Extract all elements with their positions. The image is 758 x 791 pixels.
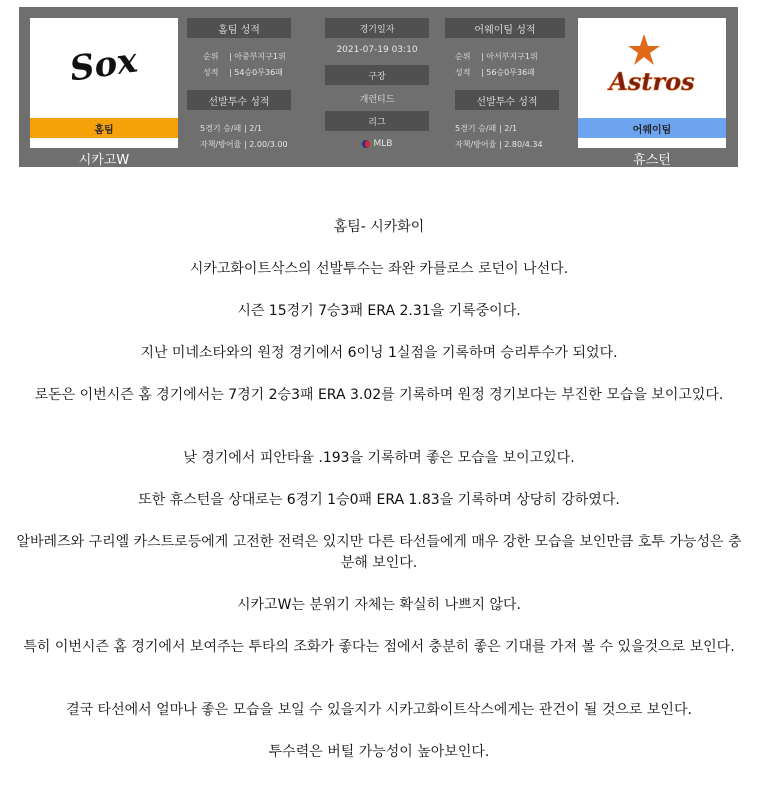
home-p5-key: 5경기 승/패 [200,124,242,133]
article-paragraph: 또한 휴스턴을 상대로는 6경기 1승0패 ERA 1.83을 기록하며 상당히 강하였다. [138,492,620,508]
article-paragraph: 투수력은 버틸 가능성이 높아보인다. [268,744,490,760]
away-p5-value: 2/1 [504,124,518,133]
match-date-title: 경기일자 [325,18,429,38]
astros-star-icon [628,34,660,65]
home-team-name[interactable]: 시카고W [78,153,130,168]
home-p5-value: 2/1 [249,124,263,133]
white-sox-logo [30,18,178,118]
home-record-value: 54승0무36패 [234,68,283,77]
away-team-name[interactable]: 휴스턴 [633,153,671,168]
stadium-value: 개런티드 [359,94,395,105]
away-stats-title: 어웨이팀 성적 [445,18,565,38]
home-rank-key: 순위 [203,52,219,61]
article-paragraph: 홈팀- 시카화이 [333,219,425,235]
home-rank: 순위 | 아중부지구1위 [203,52,286,61]
article-paragraph: 특히 이번시즌 홈 경기에서 보여주는 투타의 조화가 좋다는 점에서 충분히 좋은 기대를 가져 볼 수 있을것으로 보인다. [23,639,735,655]
home-era-key: 자책/방어율 [200,140,242,149]
away-pitcher-5games: 5경기 승/패 | 2/1 [455,124,518,133]
astros-logo-text: Astros [609,67,695,96]
article-paragraph: 지난 미네소타와의 원정 경기에서 6이닝 1실점을 기록하며 승리투수가 되었다. [140,345,618,361]
away-pitcher-era: 자책/방어율 | 2.80/4.34 [455,140,543,149]
away-team-label: 어웨이팀 [578,118,726,138]
away-record: 성적 | 56승0무36패 [455,68,535,77]
article-paragraph: 시카고화이트삭스의 선발투수는 좌완 카를로스 로던이 나선다. [189,261,569,277]
league-title: 리그 [325,111,429,131]
away-rank-key: 순위 [455,52,471,61]
article-paragraph: 시카고W는 분위기 자체는 확실히 나쁘지 않다. [237,597,521,613]
away-team-card[interactable] [578,18,726,148]
match-date-value: 2021-07-19 03:10 [336,45,418,55]
away-record-value: 56승0무36패 [486,68,535,77]
away-era-value: 2.80/4.34 [504,140,543,149]
white-sox-logo-text: Sox [67,40,140,90]
away-rank-value: 아서부지구1위 [486,52,538,61]
league-value-text: MLB [373,139,393,149]
league-value[interactable] [325,134,429,154]
away-pitcher-title: 선발투수 성적 [455,90,559,110]
home-team-label: 홈팀 [30,118,178,138]
mlb-icon [362,140,370,148]
home-record: 성적 | 54승0무36패 [203,68,283,77]
home-era-value: 2.00/3.00 [249,140,288,149]
match-scoreboard [19,7,738,167]
away-era-key: 자책/방어율 [455,140,497,149]
stadium-title: 구장 [325,65,429,85]
article-paragraph: 로돈은 이번시즌 홈 경기에서는 7경기 2승3패 ERA 3.02를 기록하며 원정 경기보다는 부진한 모습을 보이고있다. [34,387,724,403]
home-team-card[interactable] [30,18,178,148]
astros-logo [578,18,726,118]
home-rank-value: 아중부지구1위 [234,52,286,61]
article-paragraph: 결국 타선에서 얼마나 좋은 모습을 보일 수 있을지가 시카고화이트삭스에게는 관건이 될 것으로 보인다. [66,702,692,718]
article-paragraph: 알바레즈와 구리엘 카스트로등에게 고전한 전력은 있지만 다른 타선들에게 매우 강한 모습을 보인만큼 호투 가능성은 충분해 보인다. [16,534,742,571]
home-pitcher-title: 선발투수 성적 [187,90,291,110]
home-pitcher-era: 자책/방어율 | 2.00/3.00 [200,140,288,149]
away-p5-key: 5경기 승/패 [455,124,497,133]
away-rank: 순위 | 아서부지구1위 [455,52,538,61]
home-pitcher-5games: 5경기 승/패 | 2/1 [200,124,263,133]
home-stats-title: 홈팀 성적 [187,18,291,38]
away-record-key: 성적 [455,68,471,77]
article-paragraph: 시즌 15경기 7승3패 ERA 2.31을 기록중이다. [237,303,521,319]
home-record-key: 성적 [203,68,219,77]
article-paragraph: 낮 경기에서 피안타율 .193을 기록하며 좋은 모습을 보이고있다. [183,450,575,466]
